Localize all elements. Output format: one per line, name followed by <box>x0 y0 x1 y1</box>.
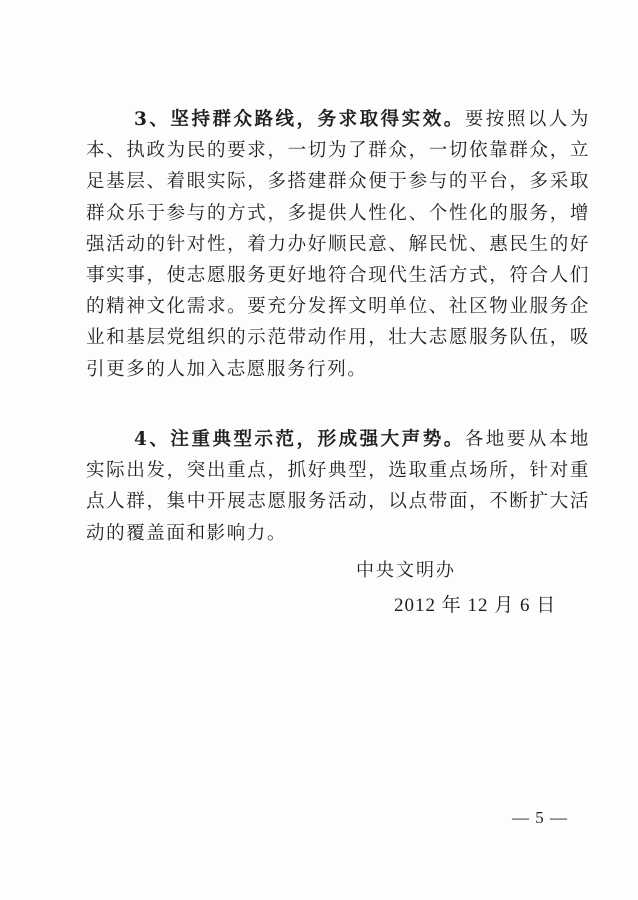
paragraph-4-body: 各地要从本地实际出发，突出重点，抓好典型，选取重点场所，针对重点人群，集中开展志愿服务活动，以点带面，不断扩大活动的覆盖面和影响力。 <box>86 429 590 544</box>
signature-organization: 中央文明办 <box>356 560 456 581</box>
page-number: — 5 — <box>512 808 568 827</box>
paragraph-4 <box>86 424 590 549</box>
paragraph-4-heading: 4、注重典型示范，形成强大声势。 <box>134 429 465 450</box>
paragraph-3-heading: 3、坚持群众路线，务求取得实效。 <box>134 109 465 130</box>
signature-date: 2012 年 12 月 6 日 <box>394 595 557 616</box>
paragraph-3-body: 要按照以人为本、执政为民的要求，一切为了群众，一切依靠群众，立足基层、着眼实际，多搭建群众便于参与的平台，多采取群众乐于参与的方式，多提供人性化、个性化的服务，增强活动的针对性，着力办好顺民意、解民忧、惠民生的好事实事，使志愿服务更好地符合现代生活方式，符合人们的精神文化需求。要充分发挥文明单位、社区物业服务企业和基层党组织的示范带动作用，壮大志愿服务队伍，吸引更多的人加入志愿服务行列。 <box>86 109 590 380</box>
paragraph-3 <box>86 104 590 385</box>
